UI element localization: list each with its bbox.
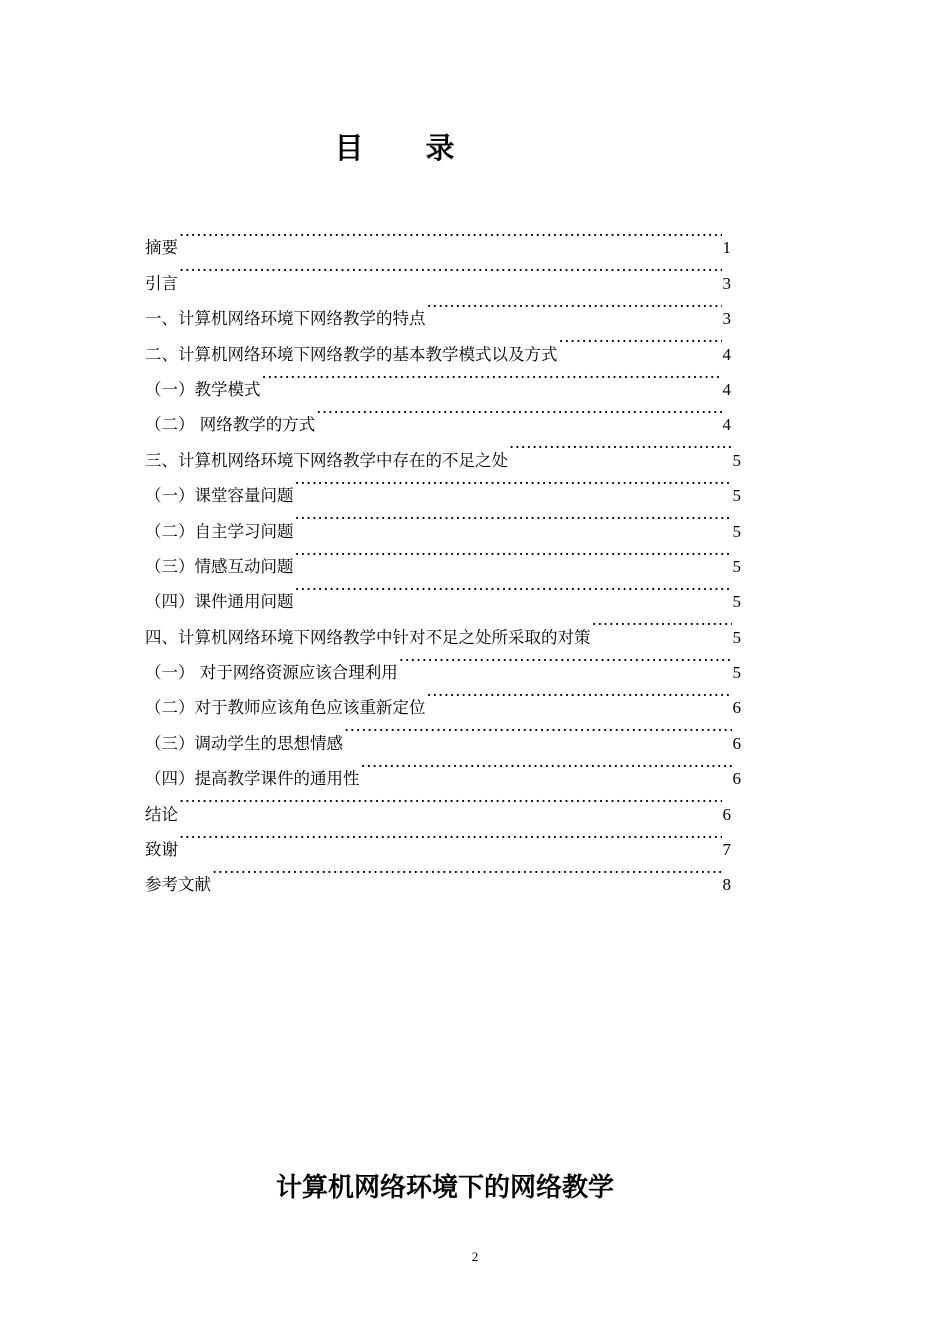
toc-entry-page: 6 xyxy=(732,769,741,789)
toc-entry-page: 7 xyxy=(722,840,731,860)
toc-entry-page: 4 xyxy=(722,415,731,435)
table-of-contents xyxy=(145,218,741,895)
toc-entry[interactable] xyxy=(145,289,741,329)
toc-entry-label: 参考文献 xyxy=(145,875,211,895)
toc-entry-page: 5 xyxy=(732,486,741,506)
toc-dot-leader xyxy=(427,678,732,713)
toc-entry-label: （三）情感互动问题 xyxy=(145,556,294,576)
toc-entry-page: 4 xyxy=(722,344,731,364)
toc-dot-leader xyxy=(559,324,722,359)
toc-entry[interactable] xyxy=(145,784,741,824)
toc-dot-leader xyxy=(592,607,732,642)
toc-entry-label: 摘要 xyxy=(145,238,178,258)
toc-dot-leader xyxy=(179,784,722,819)
toc-entry-label: 二、计算机网络环境下网络教学的基本教学模式以及方式 xyxy=(145,344,558,364)
toc-entry-page: 5 xyxy=(732,592,741,612)
document-title: 计算机网络环境下的网络教学 xyxy=(275,1173,614,1203)
toc-dot-leader xyxy=(212,855,722,890)
toc-dot-leader xyxy=(295,466,732,501)
toc-entry-label: 致谢 xyxy=(145,840,178,860)
toc-entry-page: 6 xyxy=(732,733,741,753)
toc-entry[interactable] xyxy=(145,855,741,895)
toc-entry-page: 5 xyxy=(732,627,741,647)
toc-dot-leader xyxy=(399,643,732,678)
toc-entry-label: 结论 xyxy=(145,804,178,824)
toc-entry-label: 三、计算机网络环境下网络教学中存在的不足之处 xyxy=(145,450,508,470)
toc-dot-leader xyxy=(295,537,732,572)
toc-entry-label: （二）自主学习问题 xyxy=(145,521,294,541)
toc-entry-page: 3 xyxy=(722,273,731,293)
toc-entry-label: 一、计算机网络环境下网络教学的特点 xyxy=(145,309,426,329)
toc-entry-page: 3 xyxy=(722,309,731,329)
toc-entry-label: （四）课件通用问题 xyxy=(145,592,294,612)
toc-entry-label: （一）课堂容量问题 xyxy=(145,486,294,506)
toc-entry-page: 8 xyxy=(722,875,731,895)
toc-entry[interactable] xyxy=(145,253,741,293)
toc-entry-page: 6 xyxy=(732,698,741,718)
toc-entry-label: （二）对于教师应该角色应该重新定位 xyxy=(145,698,426,718)
toc-entry-label: 引言 xyxy=(145,273,178,293)
toc-entry-label: （一） 对于网络资源应该合理利用 xyxy=(145,663,398,683)
toc-dot-leader xyxy=(179,820,722,855)
toc-entry-page: 1 xyxy=(722,238,731,258)
toc-dot-leader xyxy=(295,572,732,607)
toc-entry[interactable] xyxy=(145,820,741,860)
toc-entry-label: 四、计算机网络环境下网络教学中针对不足之处所采取的对策 xyxy=(145,627,591,647)
toc-entry-label: （一）教学模式 xyxy=(145,379,261,399)
toc-dot-leader xyxy=(179,218,722,253)
toc-dot-leader xyxy=(295,501,732,536)
toc-entry-page: 5 xyxy=(732,450,741,470)
toc-entry-label: （四）提高教学课件的通用性 xyxy=(145,769,360,789)
toc-dot-leader xyxy=(427,289,722,324)
page-number: 2 xyxy=(471,1249,479,1264)
toc-entry-page: 4 xyxy=(722,379,731,399)
toc-dot-leader xyxy=(262,360,722,395)
toc-dot-leader xyxy=(361,749,732,784)
toc-dot-leader xyxy=(509,430,732,465)
toc-entry-page: 5 xyxy=(732,663,741,683)
toc-title: 目 录 xyxy=(334,131,481,165)
toc-entry-page: 6 xyxy=(722,804,731,824)
toc-dot-leader xyxy=(179,253,722,288)
toc-entry-label: （三）调动学生的思想情感 xyxy=(145,733,343,753)
toc-entry-label: （二） 网络教学的方式 xyxy=(145,415,316,435)
toc-entry-page: 5 xyxy=(732,521,741,541)
toc-dot-leader xyxy=(344,713,732,748)
toc-entry-page: 5 xyxy=(732,556,741,576)
toc-dot-leader xyxy=(316,395,721,430)
toc-entry[interactable] xyxy=(145,218,741,258)
